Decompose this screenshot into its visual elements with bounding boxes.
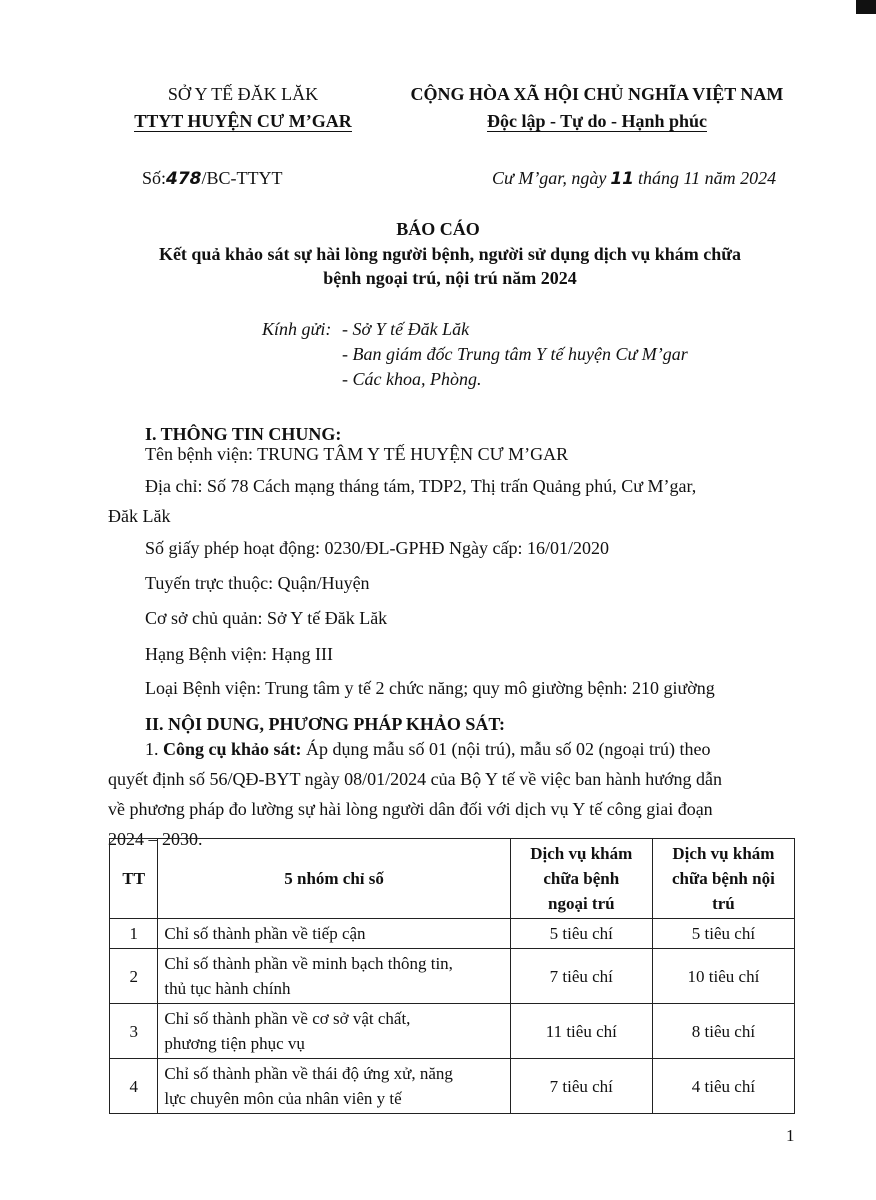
tool-line1	[108, 734, 808, 764]
tier-info: Tuyến trực thuộc: Quận/Huyện	[145, 573, 370, 593]
tool-line3: về phương pháp đo lường sự hài lòng người dân đối với dịch vụ Y tế công giai đoạn	[108, 799, 713, 819]
row-outpatient: 7 tiêu chí	[510, 1059, 652, 1114]
row-outpatient: 11 tiêu chí	[510, 1004, 652, 1059]
tool-line1-text: Áp dụng mẫu số 01 (nội trú), mẫu số 02 (ngoại trú) theo	[301, 739, 711, 759]
survey-indicators-table	[109, 838, 795, 1114]
row-indicator-l2: thủ tục hành chính	[164, 979, 291, 998]
tool-number: 1.	[145, 739, 163, 759]
scan-corner-mark	[856, 0, 876, 14]
day-handwritten: 11	[610, 169, 634, 189]
rank-info: Hạng Bệnh viện: Hạng III	[145, 644, 333, 664]
row-tt: 3	[110, 1004, 158, 1059]
header-tt: TT	[110, 839, 158, 919]
page-number: 1	[786, 1126, 795, 1145]
report-subtitle-line2: bệnh ngoại trú, nội trú năm 2024	[323, 268, 577, 288]
recipient-2: - Ban giám đốc Trung tâm Y tế huyện Cư M’gar	[342, 344, 688, 364]
row-tt: 4	[110, 1059, 158, 1114]
address-line1: Địa chỉ: Số 78 Cách mạng tháng tám, TDP2, Thị trấn Quảng phú, Cư M’gar,	[145, 476, 697, 496]
row-outpatient: 5 tiêu chí	[510, 919, 652, 949]
place-date-suffix: tháng 11 năm 2024	[637, 168, 777, 188]
header-group: 5 nhóm chỉ số	[158, 839, 510, 919]
row-indicator-l1: Chỉ số thành phần về thái độ ứng xử, năng	[164, 1064, 453, 1083]
header-outpatient-l2: chữa bệnh	[543, 869, 620, 888]
table-header-row	[110, 839, 795, 919]
motto-text: Độc lập - Tự do - Hạnh phúc	[486, 111, 708, 131]
place-date	[492, 168, 776, 189]
header-inpatient-l1: Dịch vụ khám	[672, 844, 775, 863]
agency-name	[118, 111, 368, 132]
owner-info: Cơ sở chủ quản: Sở Y tế Đăk Lăk	[145, 608, 388, 628]
place-date-prefix: Cư M’gar, ngày	[492, 168, 607, 188]
section2-heading: II. NỘI DUNG, PHƯƠNG PHÁP KHẢO SÁT:	[145, 714, 506, 734]
hospital-address	[108, 471, 808, 531]
doc-number-prefix: Số:	[142, 168, 167, 188]
row-indicator	[158, 949, 510, 1004]
survey-tool-paragraph	[108, 734, 808, 854]
doc-number-handwritten: 478	[166, 169, 202, 189]
hospital-name: Tên bệnh viện: TRUNG TÂM Y TẾ HUYỆN CƯ M’GAR	[145, 444, 569, 464]
row-indicator-l1: Chỉ số thành phần về tiếp cận	[164, 924, 366, 943]
row-indicator-l1: Chỉ số thành phần về cơ sở vật chất,	[164, 1009, 411, 1028]
type-info: Loại Bệnh viện: Trung tâm y tế 2 chức năng; quy mô giường bệnh: 210 giường	[145, 678, 715, 698]
row-tt: 1	[110, 919, 158, 949]
tool-line2: quyết định số 56/QĐ-BYT ngày 08/01/2024 của Bộ Y tế về việc ban hành hướng dẫn	[108, 769, 723, 789]
nation-title: CỘNG HÒA XÃ HỘI CHỦ NGHĨA VIỆT NAM	[410, 84, 784, 104]
tool-label: Công cụ khảo sát:	[163, 739, 302, 759]
row-inpatient: 10 tiêu chí	[652, 949, 794, 1004]
row-indicator	[158, 1004, 510, 1059]
section1-heading: I. THÔNG TIN CHUNG:	[145, 424, 342, 444]
row-inpatient: 8 tiêu chí	[652, 1004, 794, 1059]
report-subtitle-line1: Kết quả khảo sát sự hài lòng người bệnh, người sử dụng dịch vụ khám chữa	[158, 244, 742, 264]
row-outpatient: 7 tiêu chí	[510, 949, 652, 1004]
agency-name-text: TTYT HUYỆN CƯ M’GAR	[134, 111, 352, 131]
doc-number	[142, 168, 283, 189]
table-row	[110, 1004, 795, 1059]
table-row	[110, 1059, 795, 1114]
address-line2: Đăk Lăk	[108, 506, 171, 526]
row-indicator	[158, 1059, 510, 1114]
header-outpatient-l3: ngoại trú	[547, 894, 615, 913]
row-tt: 2	[110, 949, 158, 1004]
row-indicator-l2: lực chuyên môn của nhân viên y tế	[164, 1089, 402, 1108]
recipients-label: Kính gửi:	[262, 319, 332, 339]
table-row	[110, 949, 795, 1004]
recipient-3: - Các khoa, Phòng.	[342, 369, 482, 389]
report-title: BÁO CÁO	[396, 219, 480, 239]
row-indicator	[158, 919, 510, 949]
header-inpatient-l2: chữa bệnh nội	[672, 869, 775, 888]
row-indicator-l2: phương tiện phục vụ	[164, 1034, 305, 1053]
header-outpatient	[510, 839, 652, 919]
table-row	[110, 919, 795, 949]
row-inpatient: 4 tiêu chí	[652, 1059, 794, 1114]
header-outpatient-l1: Dịch vụ khám	[530, 844, 633, 863]
header-inpatient-l3: trú	[712, 894, 735, 913]
agency-parent: SỞ Y TẾ ĐĂK LĂK	[167, 84, 319, 104]
nation-motto	[384, 111, 810, 132]
doc-number-suffix: /BC-TTYT	[201, 168, 283, 188]
row-inpatient: 5 tiêu chí	[652, 919, 794, 949]
recipient-1: - Sở Y tế Đăk Lăk	[342, 319, 470, 339]
license-info: Số giấy phép hoạt động: 0230/ĐL-GPHĐ Ngày cấp: 16/01/2020	[145, 538, 609, 558]
tool-line4: 2024 – 2030.	[108, 829, 203, 849]
header-inpatient	[652, 839, 794, 919]
row-indicator-l1: Chỉ số thành phần về minh bạch thông tin,	[164, 954, 453, 973]
